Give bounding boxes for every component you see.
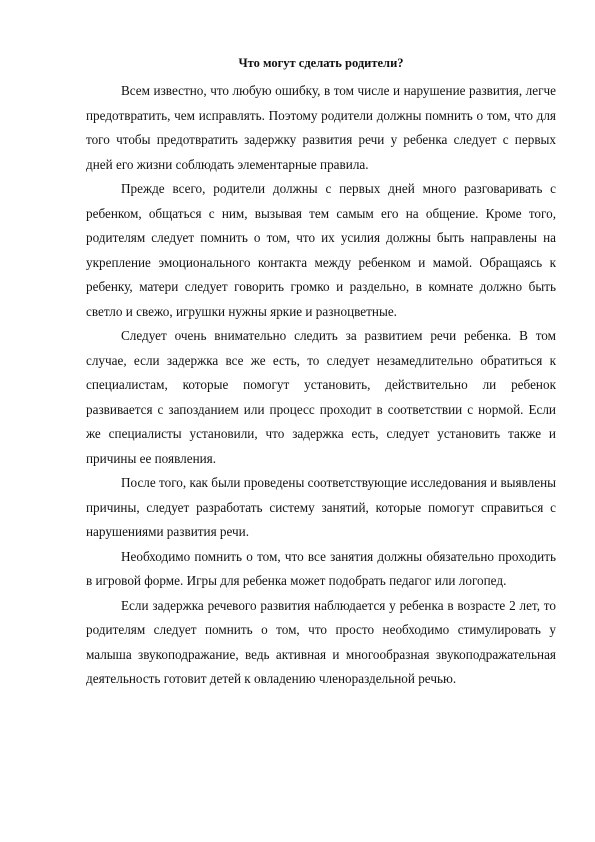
paragraph-3: Следует очень внимательно следить за развитием речи ребенка. В том случае, если задержка все же есть, то следует незамедлительно обратиться к специалистам, которые помогут установить, действительно ли ребенок развивается с запозданием или процесс проходит в соответствии с нормой. Если же специалисты установили, что задержка есть, следует установить также и причины ее появления. — [86, 328, 556, 466]
paragraph-1: Всем известно, что любую ошибку, в том числе и нарушение развития, легче предотвратить, чем исправлять. Поэтому родители должны помнить о том, что для того чтобы предотвратить задержку развития речи у ребенка следует с первых дней его жизни соблюдать элементарные правила. — [86, 83, 556, 172]
paragraph-6: Если задержка речевого развития наблюдается у ребенка в возрасте 2 лет, то родителям следует помнить о том, что просто необходимо стимулировать у малыша звукоподражание, ведь активная и многообразная звукоподражательная деятельность готовит детей к овладению членораздельной речью. — [86, 597, 556, 686]
document-page — [86, 56, 556, 692]
paragraph-2: Прежде всего, родители должны с первых дней много разговаривать с ребенком, общаться с ним, вызывая тем самым его на общение. Кроме того, родителям следует помнить о том, что их усилия должны быть направлены на укрепление эмоционального контакта между ребенком и мамой. Обращаясь к ребенку, матери следует говорить громко и раздельно, в комнате должно быть светло и свежо, игрушки нужны яркие и разноцветные. — [86, 181, 556, 319]
paragraph-5: Необходимо помнить о том, что все занятия должны обязательно проходить в игровой форме. Игры для ребенка может подобрать педагог или логопед. — [86, 548, 556, 588]
document-title: Что могут сделать родители? — [238, 56, 404, 70]
paragraph-4: После того, как были проведены соответствующие исследования и выявлены причины, следует разработать систему занятий, которые помогут справиться с нарушениями развития речи. — [86, 475, 556, 539]
